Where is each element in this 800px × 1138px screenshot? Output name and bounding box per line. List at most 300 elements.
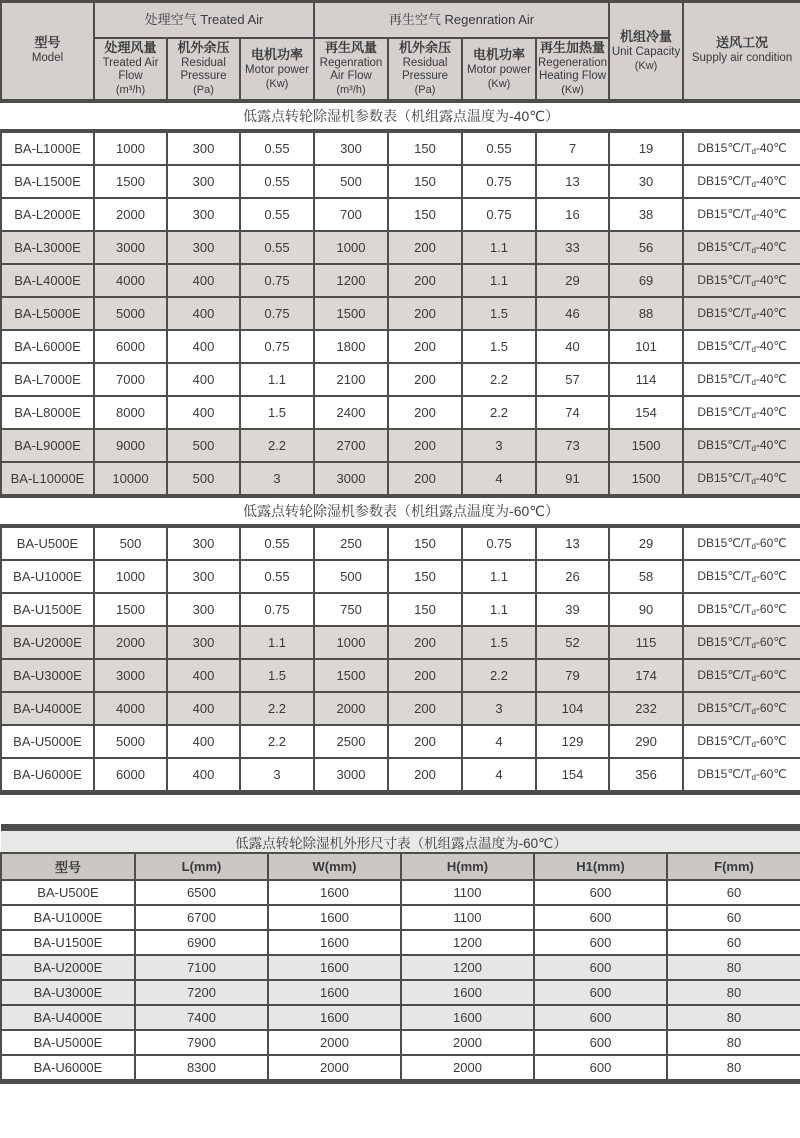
supply-pre: DB15℃/T: [697, 339, 752, 353]
model-cell: BA-L6000E: [1, 330, 94, 363]
supply-post: -60℃: [755, 701, 787, 715]
cell-residual-pressure: 400: [167, 330, 240, 363]
dim-row-BA-U1000E: [1, 905, 800, 930]
cell-regen-air-flow: 1800: [314, 330, 388, 363]
supply-header-cn: 送风工况: [716, 35, 769, 51]
cell-residual-pressure: 300: [167, 626, 240, 659]
cell-treated-air-flow: 7000: [94, 363, 167, 396]
cell-regen-residual-pressure: 200: [388, 725, 462, 758]
spec-row-BA-U500E: [1, 526, 800, 560]
dim-col-header-h1: H1(mm): [534, 853, 667, 880]
supply-condition-cell: [683, 593, 800, 626]
dim-cell-h1: 600: [534, 905, 667, 930]
cell-unit-capacity: 1500: [609, 462, 683, 496]
supply-condition-cell: [683, 725, 800, 758]
model-cell: BA-L2000E: [1, 198, 94, 231]
cell-regen-heating: 154: [536, 758, 609, 793]
cell-regen-heating: 46: [536, 297, 609, 330]
cell-residual-pressure: 300: [167, 198, 240, 231]
cell-regen-residual-pressure: 200: [388, 396, 462, 429]
model-cell: BA-U500E: [1, 526, 94, 560]
supply-condition-cell: [683, 363, 800, 396]
model-cell: BA-U2000E: [1, 626, 94, 659]
model-cell: BA-U6000E: [1, 758, 94, 793]
cell-residual-pressure: 300: [167, 593, 240, 626]
dim-cell-h1: 600: [534, 955, 667, 980]
cell-unit-capacity: 232: [609, 692, 683, 725]
section-title: 低露点转轮除湿机参数表（机组露点温度为-60℃）: [1, 496, 800, 526]
supply-header-en: Supply air condition: [691, 52, 793, 65]
supply-pre: DB15℃/T: [697, 306, 752, 320]
dim-cell-f: 60: [667, 880, 800, 905]
cell-motor-power: 0.75: [240, 264, 314, 297]
supply-post: -40℃: [755, 174, 787, 188]
dim-col-header-model: 型号: [1, 853, 135, 880]
cell-regen-motor-power: 1.1: [462, 560, 536, 593]
dim-cell-l: 7200: [135, 980, 268, 1005]
dim-cell-model: BA-U500E: [1, 880, 135, 905]
supply-post: -60℃: [755, 635, 787, 649]
supply-post: -40℃: [755, 339, 787, 353]
cell-motor-power: 0.75: [240, 330, 314, 363]
cell-regen-motor-power: 0.55: [462, 131, 536, 165]
cell-regen-motor-power: 0.75: [462, 165, 536, 198]
spec-row-BA-L4000E: [1, 264, 800, 297]
cell-regen-air-flow: 1500: [314, 659, 388, 692]
dim-cell-h: 1200: [401, 930, 534, 955]
spec-row-BA-U3000E: [1, 659, 800, 692]
supply-pre: DB15℃/T: [697, 240, 752, 254]
cell-regen-motor-power: 3: [462, 692, 536, 725]
cell-unit-capacity: 101: [609, 330, 683, 363]
cell-motor-power: 0.75: [240, 593, 314, 626]
supply-subscript: d: [751, 575, 756, 584]
cell-regen-heating: 52: [536, 626, 609, 659]
cell-residual-pressure: 400: [167, 363, 240, 396]
cell-unit-capacity: 90: [609, 593, 683, 626]
spec-row-BA-L5000E: [1, 297, 800, 330]
cell-residual-pressure: 400: [167, 725, 240, 758]
supply-pre: DB15℃/T: [697, 602, 752, 616]
supply-condition-cell: [683, 231, 800, 264]
cell-regen-residual-pressure: 200: [388, 626, 462, 659]
supply-post: -60℃: [755, 767, 787, 781]
dim-cell-w: 1600: [268, 1005, 401, 1030]
cell-regen-heating: 74: [536, 396, 609, 429]
supply-pre: DB15℃/T: [697, 635, 752, 649]
cell-regen-air-flow: 3000: [314, 462, 388, 496]
dim-cell-f: 80: [667, 980, 800, 1005]
spec-row-BA-L2000E: [1, 198, 800, 231]
cell-motor-power: 2.2: [240, 692, 314, 725]
supply-pre: DB15℃/T: [697, 536, 752, 550]
cell-regen-heating: 57: [536, 363, 609, 396]
dim-cell-l: 8300: [135, 1055, 268, 1082]
cell-unit-capacity: 88: [609, 297, 683, 330]
cell-regen-air-flow: 2000: [314, 692, 388, 725]
supply-pre: DB15℃/T: [697, 471, 752, 485]
col-header-treated-air-flow: 处理风量 Treated Air Flow (m³/h): [94, 38, 167, 101]
dim-cell-model: BA-U4000E: [1, 1005, 135, 1030]
col-header-motor-power: 电机功率 Motor power (Kw): [240, 38, 314, 101]
supply-subscript: d: [751, 246, 756, 255]
supply-condition-cell: [683, 429, 800, 462]
cell-regen-air-flow: 500: [314, 165, 388, 198]
supply-condition-cell: [683, 396, 800, 429]
col-group-treated-air: 处理空气 Treated Air: [94, 2, 314, 39]
cell-residual-pressure: 300: [167, 165, 240, 198]
cell-regen-heating: 26: [536, 560, 609, 593]
supply-condition-cell: [683, 758, 800, 793]
supply-condition-cell: [683, 692, 800, 725]
dim-cell-w: 1600: [268, 905, 401, 930]
col-header-regen-motor-power: 电机功率 Motor power (Kw): [462, 38, 536, 101]
supply-post: -60℃: [755, 668, 787, 682]
dim-cell-w: 1600: [268, 880, 401, 905]
cell-regen-residual-pressure: 200: [388, 330, 462, 363]
supply-subscript: d: [751, 312, 756, 321]
section-title-row: [1, 496, 800, 526]
cell-regen-motor-power: 1.1: [462, 593, 536, 626]
section-title: 低露点转轮除湿机参数表（机组露点温度为-40℃）: [1, 101, 800, 131]
col-header-supply-condition: [683, 2, 800, 102]
dim-cell-h1: 600: [534, 1055, 667, 1082]
supply-subscript: d: [751, 411, 756, 420]
cell-regen-heating: 13: [536, 165, 609, 198]
cell-regen-heating: 79: [536, 659, 609, 692]
supply-subscript: d: [751, 641, 756, 650]
cell-unit-capacity: 58: [609, 560, 683, 593]
supply-subscript: d: [751, 608, 756, 617]
supply-subscript: d: [751, 345, 756, 354]
dim-cell-model: BA-U2000E: [1, 955, 135, 980]
cell-regen-motor-power: 1.1: [462, 264, 536, 297]
cell-regen-motor-power: 4: [462, 725, 536, 758]
supply-pre: DB15℃/T: [697, 569, 752, 583]
cell-treated-air-flow: 6000: [94, 330, 167, 363]
model-cell: BA-L7000E: [1, 363, 94, 396]
cell-regen-motor-power: 4: [462, 462, 536, 496]
cell-regen-air-flow: 1000: [314, 626, 388, 659]
cell-regen-residual-pressure: 150: [388, 165, 462, 198]
cell-treated-air-flow: 10000: [94, 462, 167, 496]
spec-table-body: [1, 101, 800, 793]
supply-condition-cell: [683, 198, 800, 231]
cell-unit-capacity: 56: [609, 231, 683, 264]
cell-motor-power: 3: [240, 758, 314, 793]
supply-subscript: d: [751, 542, 756, 551]
cell-regen-heating: 40: [536, 330, 609, 363]
col-header-model-en: Model: [31, 52, 64, 65]
cell-motor-power: 0.55: [240, 560, 314, 593]
dim-cell-w: 2000: [268, 1030, 401, 1055]
dim-cell-l: 7100: [135, 955, 268, 980]
dim-cell-h: 2000: [401, 1030, 534, 1055]
supply-pre: DB15℃/T: [697, 372, 752, 386]
model-cell: BA-L1000E: [1, 131, 94, 165]
supply-subscript: d: [751, 740, 756, 749]
cell-motor-power: 0.55: [240, 198, 314, 231]
cell-treated-air-flow: 5000: [94, 725, 167, 758]
col-group-regeneration-air: 再生空气 Regenration Air: [314, 2, 609, 39]
cell-regen-air-flow: 700: [314, 198, 388, 231]
supply-post: -40℃: [755, 207, 787, 221]
dim-cell-f: 80: [667, 1030, 800, 1055]
dim-cell-h: 1600: [401, 980, 534, 1005]
supply-post: -40℃: [755, 273, 787, 287]
cell-residual-pressure: 400: [167, 692, 240, 725]
spec-row-BA-L7000E: [1, 363, 800, 396]
dim-cell-model: BA-U5000E: [1, 1030, 135, 1055]
spec-row-BA-U5000E: [1, 725, 800, 758]
dim-cell-f: 60: [667, 930, 800, 955]
cell-regen-motor-power: 1.1: [462, 231, 536, 264]
cell-motor-power: 2.2: [240, 725, 314, 758]
unit-capacity-cn: 机组冷量: [620, 28, 673, 44]
cell-regen-residual-pressure: 200: [388, 264, 462, 297]
cell-unit-capacity: 69: [609, 264, 683, 297]
cell-treated-air-flow: 4000: [94, 264, 167, 297]
spec-row-BA-L6000E: [1, 330, 800, 363]
cell-regen-air-flow: 250: [314, 526, 388, 560]
dim-cell-h: 2000: [401, 1055, 534, 1082]
model-cell: BA-U4000E: [1, 692, 94, 725]
cell-treated-air-flow: 1000: [94, 560, 167, 593]
cell-unit-capacity: 19: [609, 131, 683, 165]
col-header-model: [1, 2, 94, 102]
model-cell: BA-L8000E: [1, 396, 94, 429]
cell-residual-pressure: 300: [167, 560, 240, 593]
cell-regen-residual-pressure: 150: [388, 526, 462, 560]
spec-row-BA-L9000E: [1, 429, 800, 462]
dim-cell-f: 80: [667, 1005, 800, 1030]
cell-motor-power: 0.55: [240, 526, 314, 560]
cell-treated-air-flow: 3000: [94, 659, 167, 692]
cell-regen-residual-pressure: 150: [388, 131, 462, 165]
spec-row-BA-U1500E: [1, 593, 800, 626]
dim-row-BA-U1500E: [1, 930, 800, 955]
cell-regen-residual-pressure: 150: [388, 560, 462, 593]
dim-cell-model: BA-U6000E: [1, 1055, 135, 1082]
supply-post: -40℃: [755, 306, 787, 320]
dim-cell-l: 7400: [135, 1005, 268, 1030]
supply-pre: DB15℃/T: [697, 767, 752, 781]
cell-motor-power: 1.1: [240, 363, 314, 396]
cell-unit-capacity: 38: [609, 198, 683, 231]
cell-residual-pressure: 400: [167, 758, 240, 793]
supply-pre: DB15℃/T: [697, 207, 752, 221]
cell-regen-heating: 16: [536, 198, 609, 231]
cell-regen-heating: 7: [536, 131, 609, 165]
cell-treated-air-flow: 2000: [94, 198, 167, 231]
cell-motor-power: 0.55: [240, 231, 314, 264]
col-header-residual-pressure: 机外余压 Residual Pressure (Pa): [167, 38, 240, 101]
cell-unit-capacity: 30: [609, 165, 683, 198]
dim-row-BA-U6000E: [1, 1055, 800, 1082]
supply-condition-cell: [683, 330, 800, 363]
cell-motor-power: 1.1: [240, 626, 314, 659]
cell-motor-power: 1.5: [240, 659, 314, 692]
cell-treated-air-flow: 1500: [94, 593, 167, 626]
supply-subscript: d: [751, 444, 756, 453]
spec-row-BA-L3000E: [1, 231, 800, 264]
cell-regen-residual-pressure: 150: [388, 593, 462, 626]
cell-regen-residual-pressure: 200: [388, 462, 462, 496]
cell-unit-capacity: 114: [609, 363, 683, 396]
supply-post: -60℃: [755, 734, 787, 748]
cell-regen-motor-power: 0.75: [462, 526, 536, 560]
cell-treated-air-flow: 9000: [94, 429, 167, 462]
spec-row-BA-L1000E: [1, 131, 800, 165]
supply-condition-cell: [683, 526, 800, 560]
dim-cell-h: 1200: [401, 955, 534, 980]
cell-treated-air-flow: 5000: [94, 297, 167, 330]
spec-row-BA-U6000E: [1, 758, 800, 793]
cell-regen-motor-power: 2.2: [462, 396, 536, 429]
cell-regen-motor-power: 4: [462, 758, 536, 793]
cell-regen-air-flow: 750: [314, 593, 388, 626]
dim-col-header-l: L(mm): [135, 853, 268, 880]
dim-cell-h: 1100: [401, 905, 534, 930]
dimensions-title: 低露点转轮除湿机外形尺寸表（机组露点温度为-60℃）: [1, 828, 800, 854]
supply-condition-cell: [683, 264, 800, 297]
dim-cell-w: 1600: [268, 955, 401, 980]
cell-unit-capacity: 356: [609, 758, 683, 793]
dim-col-header-f: F(mm): [667, 853, 800, 880]
supply-pre: DB15℃/T: [697, 405, 752, 419]
dim-cell-f: 60: [667, 905, 800, 930]
cell-regen-residual-pressure: 200: [388, 231, 462, 264]
model-cell: BA-L5000E: [1, 297, 94, 330]
supply-post: -40℃: [755, 405, 787, 419]
cell-regen-motor-power: 1.5: [462, 626, 536, 659]
cell-residual-pressure: 300: [167, 231, 240, 264]
dim-cell-h1: 600: [534, 980, 667, 1005]
cell-regen-air-flow: 2400: [314, 396, 388, 429]
cell-residual-pressure: 300: [167, 131, 240, 165]
cell-regen-heating: 73: [536, 429, 609, 462]
supply-pre: DB15℃/T: [697, 734, 752, 748]
dimensions-table-body: [1, 880, 800, 1082]
model-cell: BA-L3000E: [1, 231, 94, 264]
dim-cell-w: 1600: [268, 980, 401, 1005]
dim-row-BA-U3000E: [1, 980, 800, 1005]
cell-treated-air-flow: 1000: [94, 131, 167, 165]
supply-subscript: d: [751, 180, 756, 189]
cell-motor-power: 2.2: [240, 429, 314, 462]
supply-subscript: d: [751, 477, 756, 486]
cell-regen-heating: 39: [536, 593, 609, 626]
cell-regen-motor-power: 1.5: [462, 297, 536, 330]
cell-regen-residual-pressure: 150: [388, 198, 462, 231]
model-cell: BA-L9000E: [1, 429, 94, 462]
model-cell: BA-U3000E: [1, 659, 94, 692]
cell-treated-air-flow: 2000: [94, 626, 167, 659]
supply-subscript: d: [751, 378, 756, 387]
spec-row-BA-U4000E: [1, 692, 800, 725]
supply-condition-cell: [683, 626, 800, 659]
supply-subscript: d: [751, 213, 756, 222]
cell-unit-capacity: 174: [609, 659, 683, 692]
cell-regen-residual-pressure: 200: [388, 692, 462, 725]
spec-row-BA-U2000E: [1, 626, 800, 659]
dim-cell-l: 6500: [135, 880, 268, 905]
supply-post: -40℃: [755, 471, 787, 485]
dim-cell-model: BA-U3000E: [1, 980, 135, 1005]
cell-regen-residual-pressure: 200: [388, 429, 462, 462]
spec-row-BA-L8000E: [1, 396, 800, 429]
supply-post: -40℃: [755, 438, 787, 452]
cell-regen-motor-power: 2.2: [462, 659, 536, 692]
cell-regen-air-flow: 2100: [314, 363, 388, 396]
col-header-regen-residual-pressure: 机外余压 Residual Pressure (Pa): [388, 38, 462, 101]
cell-unit-capacity: 290: [609, 725, 683, 758]
supply-condition-cell: [683, 297, 800, 330]
cell-regen-heating: 129: [536, 725, 609, 758]
dim-cell-l: 6900: [135, 930, 268, 955]
supply-condition-cell: [683, 131, 800, 165]
cell-regen-residual-pressure: 200: [388, 363, 462, 396]
model-cell: BA-U1500E: [1, 593, 94, 626]
supply-post: -40℃: [755, 240, 787, 254]
dim-cell-f: 80: [667, 1055, 800, 1082]
cell-regen-air-flow: 1000: [314, 231, 388, 264]
cell-regen-motor-power: 1.5: [462, 330, 536, 363]
cell-motor-power: 0.75: [240, 297, 314, 330]
dim-cell-h1: 600: [534, 1005, 667, 1030]
cell-unit-capacity: 29: [609, 526, 683, 560]
cell-regen-air-flow: 500: [314, 560, 388, 593]
dim-cell-l: 6700: [135, 905, 268, 930]
supply-subscript: d: [751, 773, 756, 782]
cell-treated-air-flow: 8000: [94, 396, 167, 429]
model-cell: BA-L10000E: [1, 462, 94, 496]
cell-regen-air-flow: 1200: [314, 264, 388, 297]
cell-residual-pressure: 400: [167, 264, 240, 297]
dim-cell-model: BA-U1000E: [1, 905, 135, 930]
cell-treated-air-flow: 1500: [94, 165, 167, 198]
supply-pre: DB15℃/T: [697, 701, 752, 715]
cell-treated-air-flow: 6000: [94, 758, 167, 793]
cell-regen-residual-pressure: 200: [388, 297, 462, 330]
cell-regen-residual-pressure: 200: [388, 758, 462, 793]
supply-condition-cell: [683, 560, 800, 593]
dim-col-header-h: H(mm): [401, 853, 534, 880]
dim-cell-h: 1600: [401, 1005, 534, 1030]
cell-motor-power: 0.55: [240, 131, 314, 165]
cell-regen-heating: 33: [536, 231, 609, 264]
supply-post: -60℃: [755, 569, 787, 583]
dim-row-BA-U5000E: [1, 1030, 800, 1055]
dim-cell-l: 7900: [135, 1030, 268, 1055]
spec-row-BA-U1000E: [1, 560, 800, 593]
section-title-row: [1, 101, 800, 131]
dimensions-title-row: [1, 828, 800, 854]
cell-regen-heating: 13: [536, 526, 609, 560]
unit-capacity-en: Unit Capacity: [611, 45, 681, 58]
supply-pre: DB15℃/T: [697, 174, 752, 188]
dim-row-BA-U4000E: [1, 1005, 800, 1030]
cell-regen-heating: 91: [536, 462, 609, 496]
dim-row-BA-U500E: [1, 880, 800, 905]
cell-residual-pressure: 500: [167, 429, 240, 462]
cell-regen-air-flow: 3000: [314, 758, 388, 793]
header-group-row: [1, 2, 800, 39]
supply-post: -40℃: [755, 141, 787, 155]
cell-residual-pressure: 400: [167, 659, 240, 692]
cell-unit-capacity: 1500: [609, 429, 683, 462]
cell-treated-air-flow: 3000: [94, 231, 167, 264]
